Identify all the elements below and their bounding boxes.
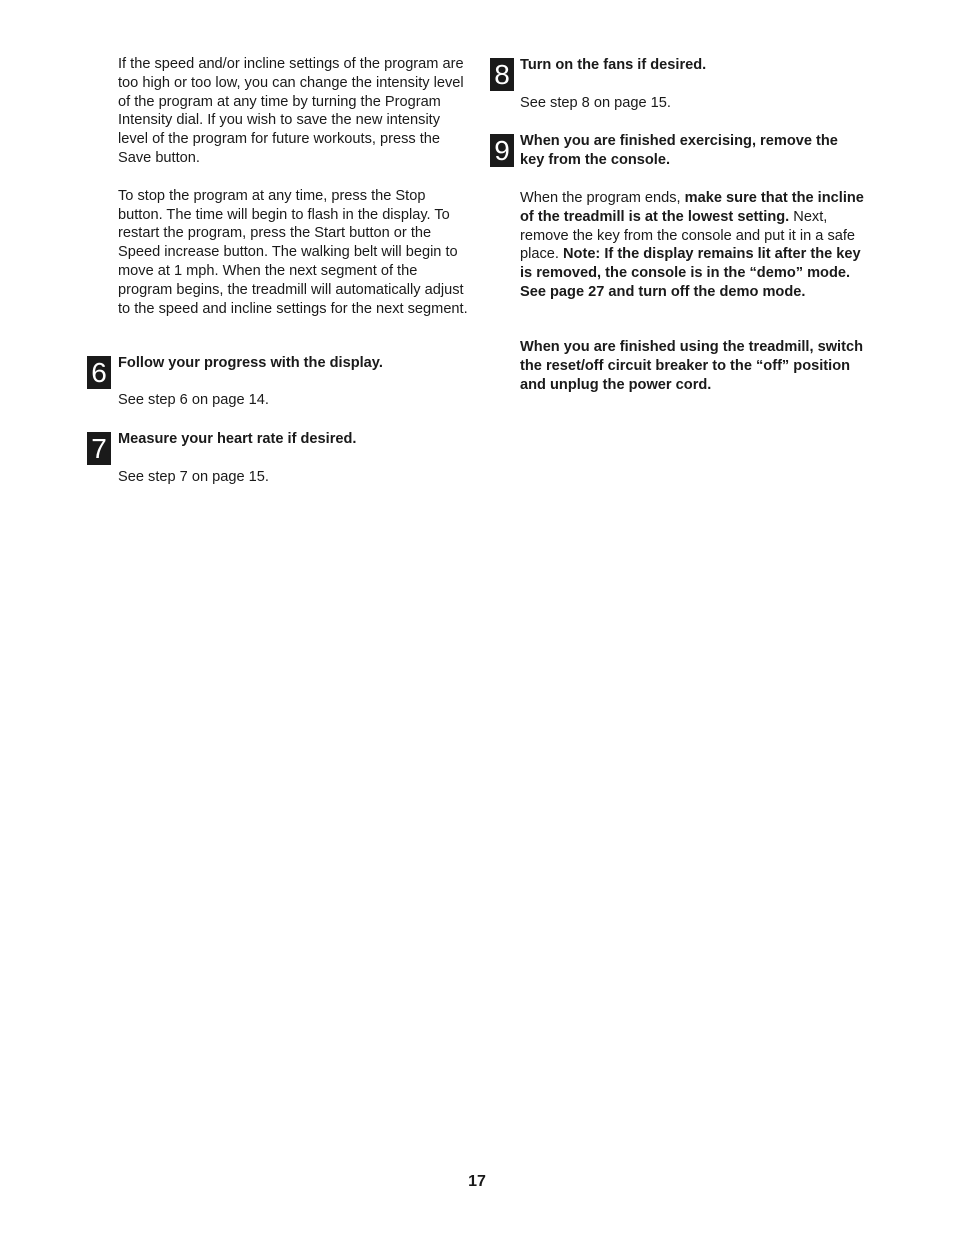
- step-8-body: See step 8 on page 15.: [520, 95, 671, 111]
- step-9-number-badge: 9: [490, 134, 514, 167]
- step-8-number-badge: 8: [490, 58, 514, 91]
- step-9-body: [520, 189, 870, 302]
- step-9-heading: When you are finished exercising, remove the key from the console.: [520, 133, 838, 168]
- step-9-final-instruction: When you are finished using the treadmill, switch the reset/off circuit breaker to the “off” position and unplug the power cord.: [520, 339, 864, 393]
- step-9-body-remove-key: Next, remove the key from the console and put it in a safe place.: [520, 208, 856, 263]
- step-7-heading: Measure your heart rate if desired.: [118, 431, 357, 447]
- step-6-number-badge: 6: [87, 356, 111, 389]
- step-6-heading: Follow your progress with the display.: [118, 355, 383, 371]
- step-6-body: See step 6 on page 14.: [118, 392, 269, 408]
- step-9-body-intro: When the program ends,: [520, 190, 685, 206]
- step-7-number-badge: 7: [87, 432, 111, 465]
- step-7-body: See step 7 on page 15.: [118, 469, 269, 485]
- step-9-body-demo-note: Note: If the display remains lit after the key is removed, the console is in the “demo” mode. See page 27 and turn off the demo mode.: [520, 246, 861, 300]
- intro-paragraph-stop-restart: To stop the program at any time, press the Stop button. The time will begin to flash in the display. To restart the program, press the Start button or the Speed increase button. The walking belt will begin to move at 1 mph. When the next segment of the program begins, the treadmill will automatically adjust to the speed and incline settings for the next segment.: [118, 187, 468, 317]
- intro-paragraph-intensity: If the speed and/or incline settings of the program are too high or too low, you can change the intensity level of the program at any time by turning the Program Intensity dial. If you wish to save the new intensity level of the program for future workouts, press the Save button.: [118, 56, 464, 166]
- step-8-heading: Turn on the fans if desired.: [520, 57, 707, 73]
- left-column: [118, 55, 470, 318]
- page-number: 17: [468, 1173, 486, 1190]
- step-9-body-incline-warning: make sure that the incline of the treadmill is at the lowest setting.: [520, 190, 864, 225]
